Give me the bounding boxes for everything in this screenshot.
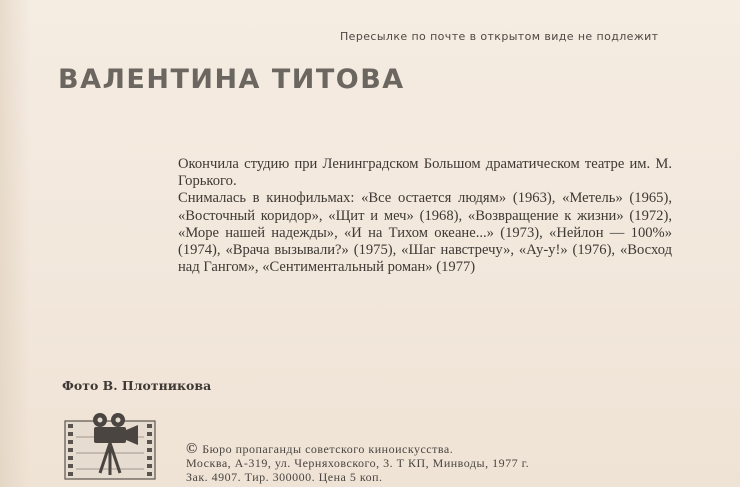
copyright-mark: © xyxy=(186,441,198,457)
postal-notice: Пересылке по почте в открытом виде не подлежит xyxy=(340,30,659,43)
publisher-line-2: Москва, А-319, ул. Черняховского, 3. Т КП, Минводы, 1977 г. xyxy=(186,456,530,470)
publisher-info xyxy=(186,442,606,484)
bio-education: Окончила студию при Ленинградском Большом драматическом театре им. М. Горького. xyxy=(178,156,672,190)
actress-name: ВАЛЕНТИНА ТИТОВА xyxy=(58,64,405,95)
publisher-line-1 xyxy=(186,442,606,456)
publisher-line-3: Зак. 4907. Тир. 300000. Цена 5 коп. xyxy=(186,470,383,484)
bio-filmography: Снималась в кинофильмах: «Все остается людям» (1963), «Метель» (1965), «Восточный коридор», «Щит и меч» (1968), «Возвращение к жизни» (1972), «Море нашей надежды», «И на Тихом океане...» (1973), «Нейлон — 100%» (1974), «Врача вызывали?» (1975), «Шаг навстречу», «Ау-у!» (1976), «Восход над Гангом», «Сентиментальный роман» (1977) xyxy=(178,190,672,276)
paper-edge-shadow xyxy=(0,0,30,487)
publisher-name: Бюро пропаганды советского киноискусства. xyxy=(202,442,454,456)
film-camera-icon xyxy=(64,413,156,481)
biography xyxy=(178,156,672,276)
photo-credit: Фото В. Плотникова xyxy=(62,378,212,393)
